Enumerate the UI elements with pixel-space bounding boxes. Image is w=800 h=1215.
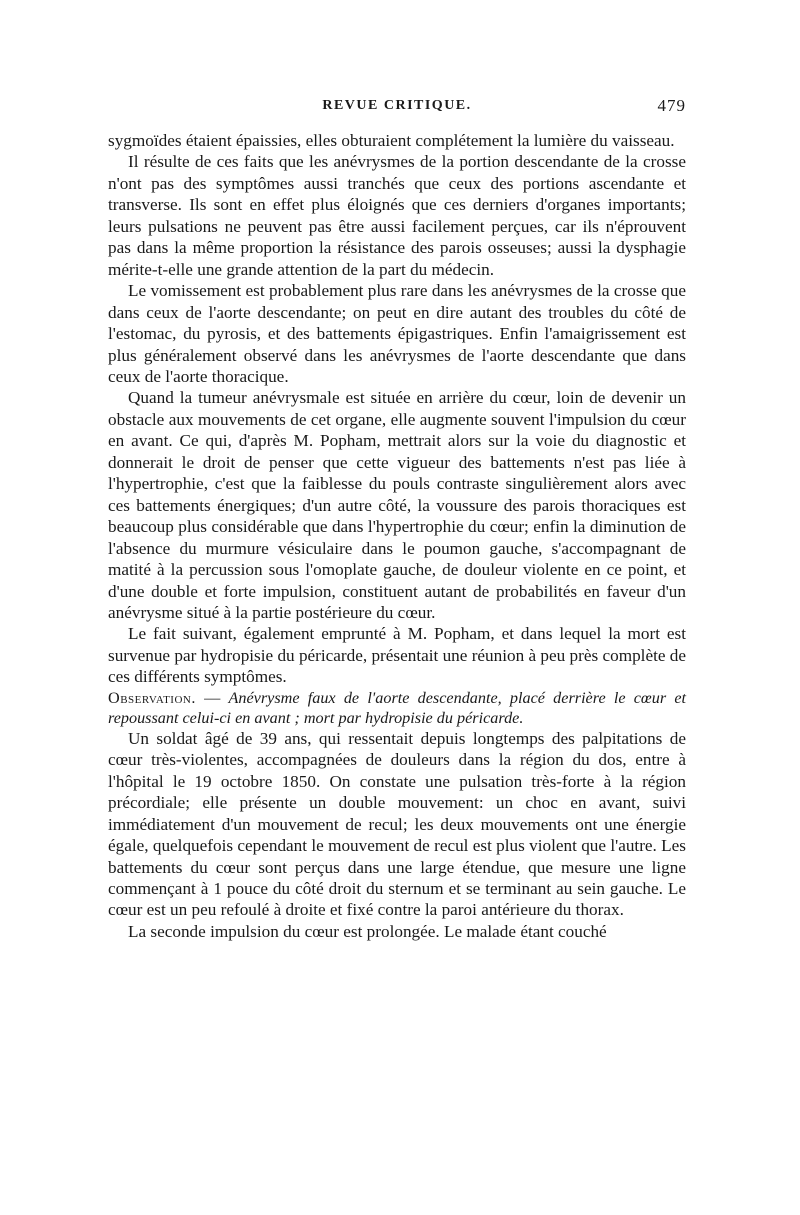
paragraph: sygmoïdes étaient épaissies, elles obturaient complétement la lumière du vaisseau.: [108, 131, 675, 150]
paragraph: Il résulte de ces faits que les anévrysmes de la portion descendante de la crosse n'ont pas des symptômes aussi tranchés que ceux des portions ascendante et transverse. Ils sont en effet plus éloignés que ces derniers d'organes importants; leurs pulsations ne peuvent pas être aussi facilement perçues, car ils n'éprouvent pas dans la même proportion la résistance des parois osseuses; aussi la dysphagie mérite-t-elle une grande attention de la part du médecin.: [108, 152, 686, 279]
page-number: 479: [657, 96, 686, 115]
observation-dash: —: [195, 688, 229, 707]
running-head: [108, 96, 686, 122]
document-page: [108, 96, 686, 942]
running-title: REVUE CRITIQUE.: [322, 98, 472, 113]
observation-title: Anévrysme faux de l'aorte descendante, placé derrière le cœur et repoussant celui-ci en avant ; mort par hydropisie du péricarde.: [108, 688, 687, 727]
observation-heading: [108, 688, 686, 728]
case-paragraph: La seconde impulsion du cœur est prolongée. Le malade étant couché: [128, 921, 607, 941]
observation-label: Observation.: [108, 688, 196, 707]
case-paragraph: Un soldat âgé de 39 ans, qui ressentait depuis longtemps des palpitations de cœur très-violentes, accompagnées de douleurs dans la région du dos, entre à l'hôpital le 19 octobre 1850. On constate une pulsation très-forte à la région précordiale; elle présente un double mouvement: un choc en avant, suivi immédiatement d'un mouvement de recul; les deux mouvements ont une énergie égale, quelquefois cependant le mouvement de recul est plus violent que l'autre. Les battements du cœur sont perçus dans une large étendue, que mesure une ligne commençant à 1 pouce du côté droit du sternum et se terminant au sein gauche. Le cœur est un peu refoulé à droite et fixé contre la paroi antérieure du thorax.: [108, 728, 686, 920]
paragraph: Le fait suivant, également emprunté à M. Popham, et dans lequel la mort est survenue par hydropisie du péricarde, présentait une réunion à peu près complète de ces différents symptômes.: [108, 624, 686, 687]
paragraph: Quand la tumeur anévrysmale est située en arrière du cœur, loin de devenir un obstacle aux mouvements de cet organe, elle augmente souvent l'impulsion du cœur en avant. Ce qui, d'après M. Popham, mettrait alors sur la voie du diagnostic et donnerait le droit de penser que cette vigueur des battements n'est pas liée à l'hypertrophie, c'est que la faiblesse du pouls contraste singulièrement alors avec ces battements énergiques; d'un autre côté, la voussure des parois thoraciques est beaucoup plus considérable que dans l'hypertrophie du cœur; enfin la diminution de l'absence du murmure vésiculaire dans le poumon gauche, s'accompagnant de matité à la percussion sous l'omoplate gauche, de douleur violente en ce point, et d'une double et forte impulsion, constituent autant de probabilités en faveur d'un anévrysme situé à la partie postérieure du cœur.: [108, 388, 686, 622]
body-text: [108, 130, 686, 942]
paragraph: Le vomissement est probablement plus rare dans les anévrysmes de la crosse que dans ceux de l'aorte descendante; on peut en dire autant des troubles du côté de l'estomac, du pyrosis, et des battements épigastriques. Enfin l'amaigrissement est plus généralement observé dans les anévrysmes de l'aorte descendante que dans ceux de l'aorte thoracique.: [108, 281, 686, 386]
